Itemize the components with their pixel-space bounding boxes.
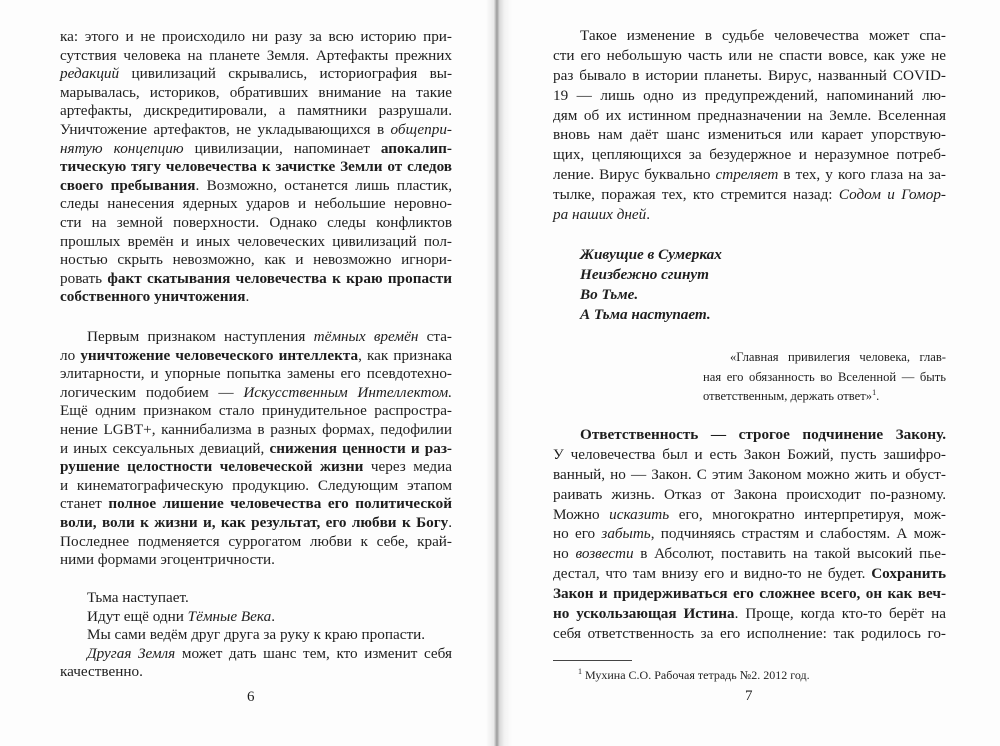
text-run: цивилизаций скрывались, историография вы- [119,65,452,83]
text-run: возвести [575,545,634,563]
text-run: Первым признаком наступления [87,328,314,345]
text-run: редакций [60,65,120,83]
text-line [60,195,452,214]
text-run: его, многократно интерпретируя, мож- [669,505,946,523]
text-line [60,495,452,514]
text-run: тёмных времён [313,328,419,345]
text-run: элитарности, и упорные попытка замены его псевдотехно- [60,365,452,383]
text-line [553,544,946,564]
text-run: станет [60,495,109,513]
text-run: ванный, но — Закон. С этим Законом можно жить и обуст- [553,465,946,483]
text-run: ними формами эгоцентричности. [60,551,275,569]
text-run: Ещё одним признаком стало принудительное распростра- [60,402,452,420]
text-line [60,458,452,477]
text-line [553,564,946,584]
text-line [60,214,452,233]
paragraph [553,26,946,225]
text-run: дям об их истинном предназначении на Земле. Вселенная [553,106,946,124]
text-run: своего пребывания [60,176,196,194]
text-line [553,524,946,544]
text-run: факт скатывания человечества к краю пропасти [107,269,452,287]
text-run: но [553,545,576,563]
text-line [60,477,452,496]
text-line [60,102,452,121]
text-run: Тьма наступает. [87,589,189,606]
text-run: логическим подобием — [60,383,244,401]
text-line [60,121,452,140]
footnote-marker: 1 [578,667,582,676]
text-line [60,251,452,270]
text-run: общепри- [390,120,452,138]
text-run: ная его обязанность во Вселенной — быть [703,369,946,384]
text-run: щих, цепляющихся за безудержное и неразумное потреб- [553,146,946,164]
text-line [60,233,452,252]
text-line [60,514,452,533]
text-line [60,440,452,459]
text-run: рушение целостности человеческой жизни [60,458,364,476]
text-run: апокалип- [380,139,452,157]
text-line [553,624,946,644]
paragraph [60,328,452,570]
text-run: Закон и придерживаться его сложнее всего, он как веч- [553,585,946,603]
page-number: 7 [745,688,753,704]
text-run: но его [553,525,602,543]
text-run: уничтожение человеческого интеллекта [80,346,359,364]
text-run: себя ответственность за его исполнение: так родилось го- [553,624,946,642]
text-run: забыть [601,525,651,543]
text-run: Ответственность — строгое подчинение Закону. [580,426,946,443]
text-line [60,402,452,421]
text-run: Другая Земля [87,644,176,662]
text-run: марывалась, историков, обративших внимание на такие [60,83,452,101]
text-line [60,551,452,570]
text-run: раз бывало в истории планеты. Вирус, названный COVID- [553,66,946,84]
poem [553,245,946,325]
text-run: раивать жизнь. Отказ от Закона происходит по-разному. [553,485,946,503]
text-run: воли, воли к жизни и, как результат, его любви к Богу [60,513,449,531]
text-run: Уничтожение артефактов, не укладывающихся в [60,120,391,138]
text-line [553,425,946,445]
text-run: собственного уничтожения [60,288,246,306]
text-run: ло [60,346,81,364]
text-run: прошлых времён и иных человеческих цивилизаций пол- [60,232,452,250]
text-run: Тёмные Века [187,607,272,625]
text-run: сутствия человека на планете Земля. Артефакты прежних [60,46,452,64]
text-run: ностью скрыть невозможно, как и невозможно игнори- [60,251,452,269]
text-run: следы нанесения ядерных ударов и небольшие неровно- [60,195,452,213]
text-run: А Тьма наступает. [580,305,711,323]
text-line [60,421,452,440]
text-run: . [245,288,250,306]
text-run: . Проще, когда кто-то берёт на [734,605,946,623]
text-line [553,505,946,525]
text-run: Во Тьме. [580,285,639,303]
text-run: Последнее подменяется суррогатом любви к себе, край- [60,532,452,550]
text-line [553,205,946,225]
text-run: тическую тягу человечества к зачистке Земли от следов [60,158,452,176]
text-line [553,106,946,126]
text-line [553,485,946,505]
text-run: . [448,513,452,531]
text-run: в Абсолют, поставить на такой высокий пье- [633,545,946,563]
text-run: снижения ценности и раз- [269,439,452,457]
text-run: и кинематографическую продукцию. Следующим этапом [60,476,452,494]
epigraph-quote [703,348,946,407]
text-line [60,608,452,627]
text-line [60,328,452,347]
text-line [60,645,452,664]
text-run: Живущие в Сумерках [580,246,722,263]
text-line [703,387,946,407]
text-run: дестал, что там внизу его и видно-то не будет. [553,565,872,583]
text-run: полное лишение человечества его политической [108,495,452,513]
text-line [60,270,452,289]
text-run: и иных сексуальных девиаций, [60,439,270,457]
text-run: Содом и Гомор- [838,186,946,204]
text-run: , как признака [358,346,452,364]
text-line [553,26,946,46]
text-run: . [876,389,880,404]
text-line [553,165,946,185]
text-line [60,28,452,47]
text-line [60,533,452,552]
text-line [60,65,452,84]
text-run: сти его небольшую часть или не спасти вовсе, как уже не [553,46,946,64]
text-line [60,626,452,645]
text-run: ста- [418,328,452,345]
text-line [553,285,946,305]
text-run: нение LGBT+, каннибализма в разных формах, педофилии [60,420,452,438]
text-line [578,666,946,686]
text-line [553,145,946,165]
text-line [553,465,946,485]
text-line [553,245,946,265]
text-run: Мухина С.О. Рабочая тетрадь №2. 2012 год. [582,668,810,682]
text-run: Можно [553,505,610,523]
text-run: Такое изменение в судьбе человечества может спа- [580,27,946,44]
footnote-divider [553,660,632,661]
text-line [60,347,452,366]
text-line [60,288,452,307]
text-run: в тех, у кого глаза на за- [778,166,946,184]
text-line [60,84,452,103]
text-line [60,384,452,403]
closing-lines [60,589,452,682]
text-run: стреляет [715,166,779,184]
text-line [553,66,946,86]
text-run: сти на земной поверхности. Однако следы конфликтов [60,213,452,231]
text-line [553,185,946,205]
text-run: Искусственным Интеллектом. [243,383,452,401]
text-run: , подчиняясь страстям и слабостям. А мож- [650,525,946,543]
text-run: может дать шанс тем, кто изменит себя [175,644,452,662]
text-run: 19 — лишь одно из предупреждений, напоминаний лю- [553,86,946,104]
text-run: цивилизации, напоминает [183,139,381,157]
text-line [553,584,946,604]
text-run: «Главная привилегия человека, глав- [730,350,946,364]
text-run: Мы сами ведём друг друга за руку к краю пропасти. [87,626,426,644]
text-run: Сохранить [871,565,946,583]
text-line [703,348,946,368]
text-run: артефакты, дискредитировали, а памятники разрушали. [60,102,452,120]
text-run: нятую концепцию [60,139,184,157]
paragraph [60,28,452,307]
text-line [60,177,452,196]
text-run: . [271,607,276,625]
paragraph [553,425,946,644]
text-run: ка: этого и не происходило ни разу за всю историю при- [60,28,452,45]
text-run: У человечества был и есть Закон Божий, пусть зашифро- [553,445,946,463]
footnote-marker: 1 [872,388,877,398]
text-line [553,86,946,106]
text-line [60,158,452,177]
text-run: . [646,206,651,224]
text-line [60,589,452,608]
text-line [553,46,946,66]
text-line [553,265,946,285]
text-line [60,140,452,159]
text-line [553,125,946,145]
text-run: исказить [609,505,670,523]
text-run: качественно. [60,663,143,681]
text-run: ра наших дней [553,206,647,224]
text-run: . Возможно, останется лишь пластик, [195,176,452,194]
text-run: но ускользающая Истина [553,605,735,623]
text-line [553,445,946,465]
text-run: ление. Вирус буквально [553,166,716,184]
footnote [578,666,946,686]
text-line [60,663,452,682]
text-line [60,47,452,66]
text-run: тылке, поражая тех, кто стремится назад: [553,186,839,204]
text-run: Неизбежно сгинут [580,265,709,283]
text-line [60,365,452,384]
text-run: ровать [60,269,108,287]
text-run: Идут ещё одни [87,607,188,625]
text-line [553,604,946,624]
text-line [553,305,946,325]
text-run: ответственным, держать ответ» [703,389,873,404]
page-number: 6 [247,689,255,705]
text-run: через медиа [363,458,452,476]
text-run: вновь нам даёт шанс измениться или карает упорствую- [553,126,946,144]
text-line [703,368,946,388]
book-gutter [486,0,512,746]
